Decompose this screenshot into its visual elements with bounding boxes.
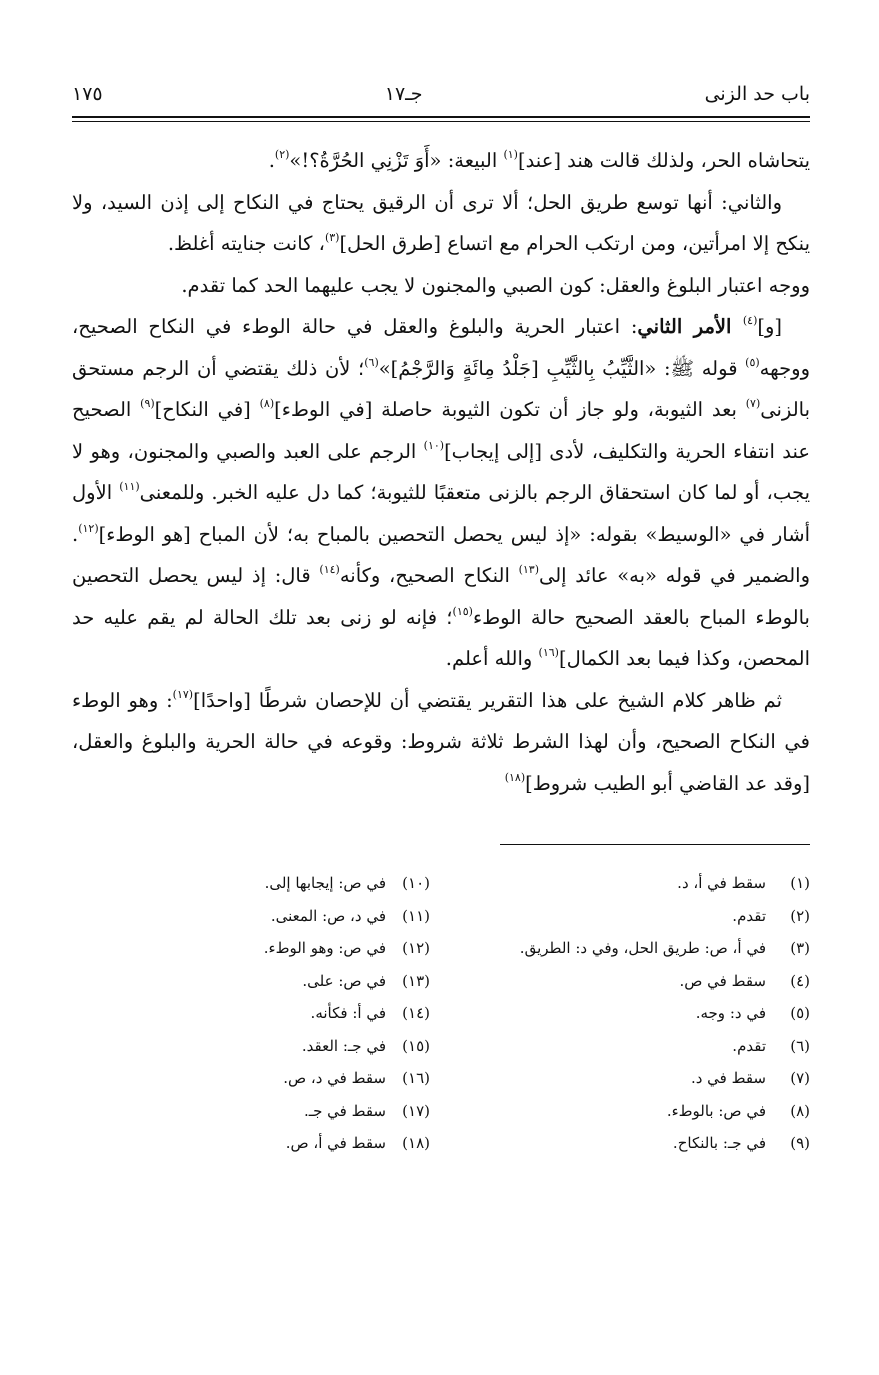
footnote-number: (١٣): [402, 971, 430, 990]
text-span: بعد الثيوبة، ولو جاز أن تكون الثيوبة حاصلة [في الوطء]: [274, 398, 746, 421]
footnote-item: [90, 1127, 430, 1160]
footnote-item: [470, 1095, 810, 1128]
footnote-number: (١٠): [402, 874, 430, 892]
footnote-text: سقط في د، ص.: [283, 1069, 386, 1087]
footnote-item: [470, 997, 810, 1030]
text-span: : اعتبار الحرية والبلوغ والعقل في حالة الوطء في النكاح الصحيح، ووجهه: [72, 315, 810, 380]
text-span: يتحاشاه الحر، ولذلك قالت هند [عند]: [517, 149, 810, 172]
footnote-column-left: [90, 867, 430, 1160]
footnote-ref: (١): [503, 148, 518, 161]
text-span: الرجم على العبد والصبي والمجنون، وهو لا يجب، أو لما كان استحقاق الرجم بالزنى متعقبًا للثيوبة؛ كما دل عليه الخبر. وللمعنى: [72, 439, 810, 504]
footnote-item: [90, 965, 430, 998]
volume-label: جـ١٧: [384, 83, 423, 105]
text-span: ؛ لأن ذلك يقتضي أن الرجم مستحق بالزنى: [72, 356, 810, 421]
footnote-text: في ص: على.: [302, 971, 386, 990]
footnote-ref: (٦): [364, 355, 379, 369]
text-span: .: [268, 149, 275, 172]
footnote-ref: (١٣): [518, 563, 539, 576]
text-span: والله أعلم.: [445, 647, 539, 670]
text-span: ثم ظاهر كلام الشيخ على هذا التقرير يقتضي أن للإحصان شرطًا [واحدًا]: [193, 688, 782, 712]
footnote-text: سقط في ص.: [679, 971, 766, 990]
footnote-text: سقط في جـ.: [303, 1101, 386, 1120]
paragraph-3: [72, 265, 810, 307]
header-rule: [72, 116, 810, 122]
footnote-ref: (٧): [745, 397, 761, 410]
text-span: [في النكاح]: [154, 398, 260, 421]
footnote-ref: (١٧): [172, 687, 194, 701]
paragraph-5: [72, 680, 810, 805]
footnote-number: (١٨): [402, 1134, 430, 1152]
main-text: [72, 140, 810, 804]
footnote-text: في د، ص: المعنى.: [270, 906, 386, 925]
footnote-ref: (٣): [324, 231, 340, 244]
footnote-item: [470, 965, 810, 998]
chapter-title: باب حد الزنى: [704, 83, 810, 105]
text-span: قوله ﷺ: «الثَّيِّبُ بِالثَّيِّبِ [جَلْدُ مِائَةٍ وَالرَّجْمُ]»: [378, 356, 746, 380]
footnote-ref: (١٥): [452, 604, 473, 618]
footnote-text: في ص: إيجابها إلى.: [264, 874, 386, 892]
footnote-text: في جـ: العقد.: [301, 1036, 386, 1055]
text-span: : وهو الوطء في النكاح الصحيح، وأن لهذا الشرط ثلاثة شروط: وقوعه في حالة الحرية والبلوغ والعقل، [وقد عد القاضي أبو الطيب شروط]: [72, 688, 810, 795]
footnote-ref: (١٢): [78, 521, 99, 535]
text-span: الصحيح عند انتفاء الحرية والتكليف، لأدى [إلى إيجاب]: [72, 398, 810, 463]
footnote-number: (٢): [790, 906, 810, 925]
footnote-number: (٦): [790, 1036, 810, 1055]
text-span: الأول أشار في «الوسيط» بقوله: «إذ ليس يحصل التحصين بالمباح به؛ لأن المباح [هو الوطء]: [72, 481, 810, 546]
footnote-number: (١٤): [402, 1004, 430, 1022]
footnote-number: (١٢): [402, 939, 430, 957]
footnote-text: في أ: فكأنه.: [310, 1004, 386, 1022]
footnote-item: [90, 1030, 430, 1063]
text-span: [و]: [757, 315, 782, 338]
footnote-number: (١٦): [402, 1069, 430, 1087]
footnote-text: في ص: بالوطء.: [666, 1101, 766, 1120]
footnote-number: (١): [790, 874, 810, 892]
footnote-number: (٤): [790, 971, 810, 990]
footnote-text: في جـ: بالنكاح.: [672, 1134, 766, 1152]
footnote-item: [90, 932, 430, 965]
footnote-ref: (١٠): [423, 438, 445, 452]
text-span: قال: إذ ليس يحصل التحصين بالوطء المباح بالعقد الصحيح حالة الوطء: [72, 564, 810, 629]
footnote-ref: (١٦): [538, 646, 559, 659]
footnote-ref: (٩): [140, 397, 155, 410]
footnote-divider: [500, 844, 810, 845]
footnote-ref: (١٨): [504, 770, 526, 784]
footnote-number: (٨): [790, 1101, 810, 1120]
footnote-ref: (٢): [274, 148, 290, 161]
text-span: . والضمير في قوله «به» عائد إلى: [72, 522, 810, 587]
footnote-number: (١١): [402, 906, 430, 925]
footnote-number: (٥): [790, 1004, 810, 1022]
text-span: النكاح الصحيح، وكأنه: [339, 564, 519, 587]
footnote-item: [470, 932, 810, 965]
footnote-item: [90, 1062, 430, 1095]
footnote-item: [90, 900, 430, 933]
text-span: البيعة: «أَوَ تَزْنِي الحُرَّةُ؟!»: [289, 149, 504, 172]
footnote-text: تقدم.: [732, 906, 766, 925]
footnote-number: (١٧): [402, 1101, 430, 1120]
text-span: والثاني: أنها توسع طريق الحل؛ ألا ترى أن الرقيق يحتاج في النكاح إلى إذن السيد، ولا ينكح إلا امرأتين، ومن ارتكب الحرام مع اتساع [طرق الحل]: [72, 190, 810, 255]
footnote-text: تقدم.: [732, 1036, 766, 1055]
footnote-item: [90, 997, 430, 1030]
footnote-text: سقط في أ، د.: [677, 874, 766, 892]
footnote-text: في ص: وهو الوطء.: [263, 939, 386, 957]
footnote-number: (٣): [790, 939, 810, 957]
footnote-text: سقط في أ، ص.: [285, 1134, 386, 1152]
paragraph-4: [72, 306, 810, 680]
book-page: [72, 80, 810, 1340]
page-number: ١٧٥: [72, 83, 103, 105]
footnote-text: في أ، ص: طريق الحل، وفي د: الطريق.: [519, 939, 766, 957]
footnote-ref: (٨): [259, 397, 275, 410]
footnote-ref: (٥): [745, 355, 760, 369]
footnote-item: [90, 1095, 430, 1128]
footnote-item: [470, 1062, 810, 1095]
footnote-number: (٩): [790, 1134, 810, 1152]
footnote-item: [470, 1030, 810, 1063]
footnote-ref: (١٤): [319, 563, 340, 576]
text-span: ؛ فإنه لو زنى بعد تلك الحالة لم يقم عليه حد المحصن، وكذا فيما بعد الكمال]: [72, 605, 810, 670]
footnotes: [72, 867, 810, 1160]
footnote-number: (٧): [790, 1069, 810, 1087]
footnote-ref: (١١): [119, 480, 140, 493]
footnote-item: [470, 867, 810, 900]
footnote-number: (١٥): [402, 1036, 430, 1055]
footnote-ref: (٤): [742, 314, 758, 327]
footnote-item: [470, 900, 810, 933]
text-span: ، كانت جنايته أغلظ.: [167, 232, 325, 255]
paragraph-2: [72, 182, 810, 265]
footnote-text: سقط في د.: [690, 1069, 766, 1087]
footnote-item: [470, 1127, 810, 1160]
footnote-text: في د: وجه.: [695, 1004, 766, 1022]
footnote-item: [90, 867, 430, 900]
section-heading: الأمر الثاني: [637, 315, 743, 338]
text-span: ووجه اعتبار البلوغ والعقل: كون الصبي والمجنون لا يجب عليهما الحد كما تقدم.: [181, 273, 810, 297]
footnote-column-right: [470, 867, 810, 1160]
paragraph-1: [72, 140, 810, 182]
running-header: [72, 80, 810, 114]
